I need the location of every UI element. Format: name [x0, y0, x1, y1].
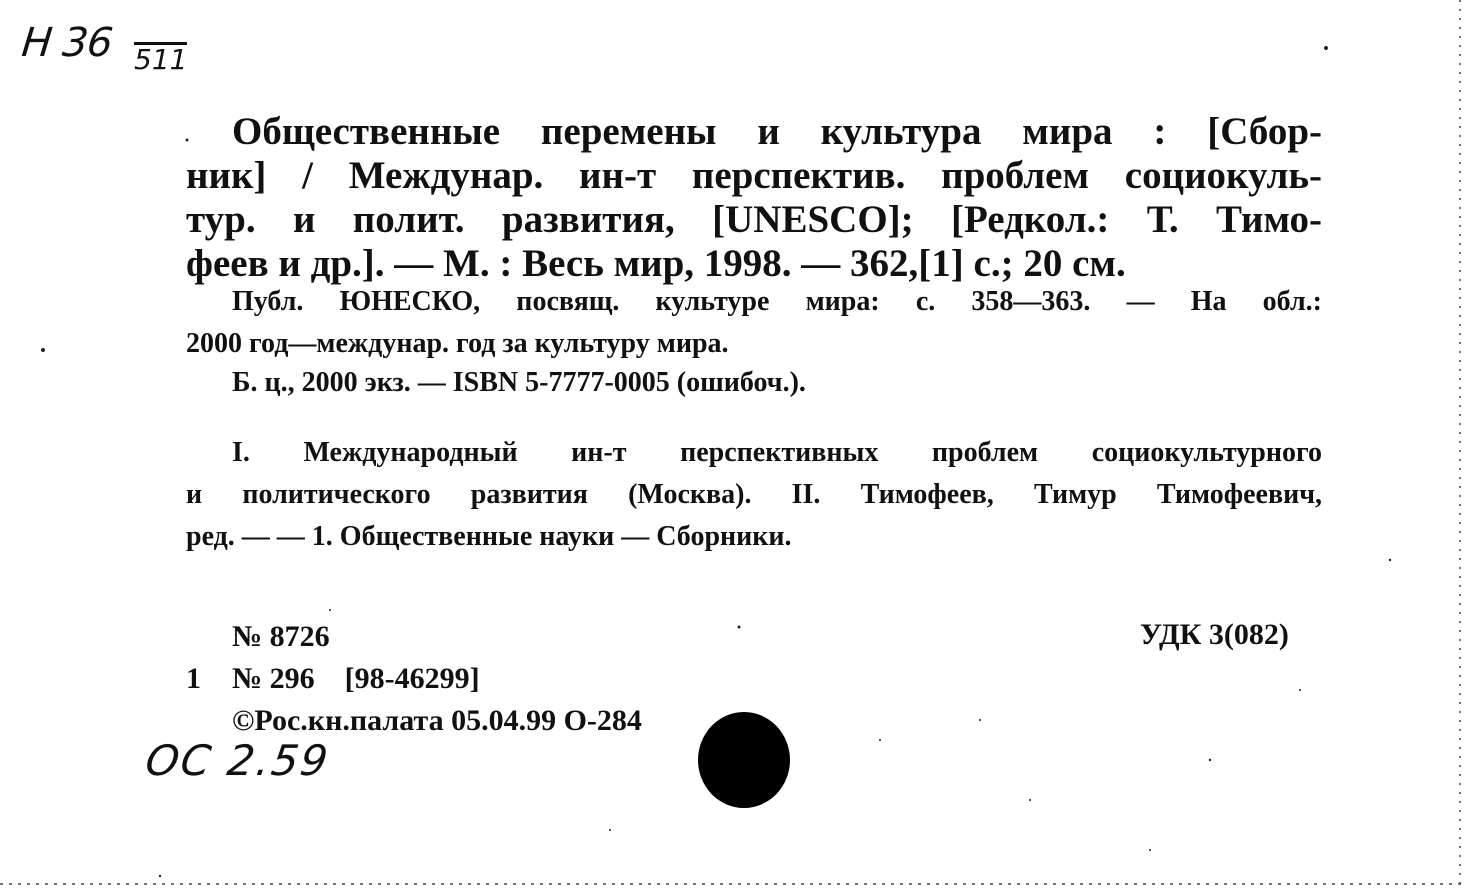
publication-note-line: Публ. ЮНЕСКО, посвящ. культуре мира: с. 358—363. — На обл.: — [232, 286, 1322, 317]
title-line: Общественные перемены и культура мира : [Сбор- — [232, 110, 1322, 153]
handwritten-call-number: Н 36 — [19, 20, 115, 66]
book-chamber-line: ©Рос.кн.палата 05.04.99 О-284 — [232, 704, 642, 737]
copy-count: 1 — [186, 662, 201, 695]
title-line: ник] / Междунар. ин-т перспектив. проблем социокуль- — [186, 154, 1322, 197]
title-line: тур. и полит. развития, [UNESCO]; [Редкол.: Т. Тимо- — [186, 198, 1322, 241]
handwritten-code: ОС 2.59 — [142, 736, 333, 785]
subject-line: и политического развития (Москва). II. Тимофеев, Тимур Тимофеевич, — [186, 479, 1322, 510]
card-number: № 296 — [232, 662, 315, 695]
title-line: феев и др.]. — М. : Весь мир, 1998. — 362,[1] с.; 20 см. — [186, 242, 1126, 285]
record-number: № 8726 — [232, 620, 330, 653]
price-isbn-line: Б. ц., 2000 экз. — ISBN 5-7777-0005 (ошибоч.). — [232, 367, 806, 398]
udk-classification: УДК 3(082) — [1140, 618, 1289, 651]
handwritten-call-number-fraction: 511 — [134, 43, 188, 76]
subject-line: ред. — — 1. Общественные науки — Сборники. — [186, 521, 792, 552]
registration-number: [98-46299] — [344, 662, 480, 695]
publication-note-line: 2000 год—междунар. год за культуру мира. — [186, 328, 729, 359]
subject-line: I. Международный ин-т перспективных проблем социокультурного — [232, 437, 1322, 468]
